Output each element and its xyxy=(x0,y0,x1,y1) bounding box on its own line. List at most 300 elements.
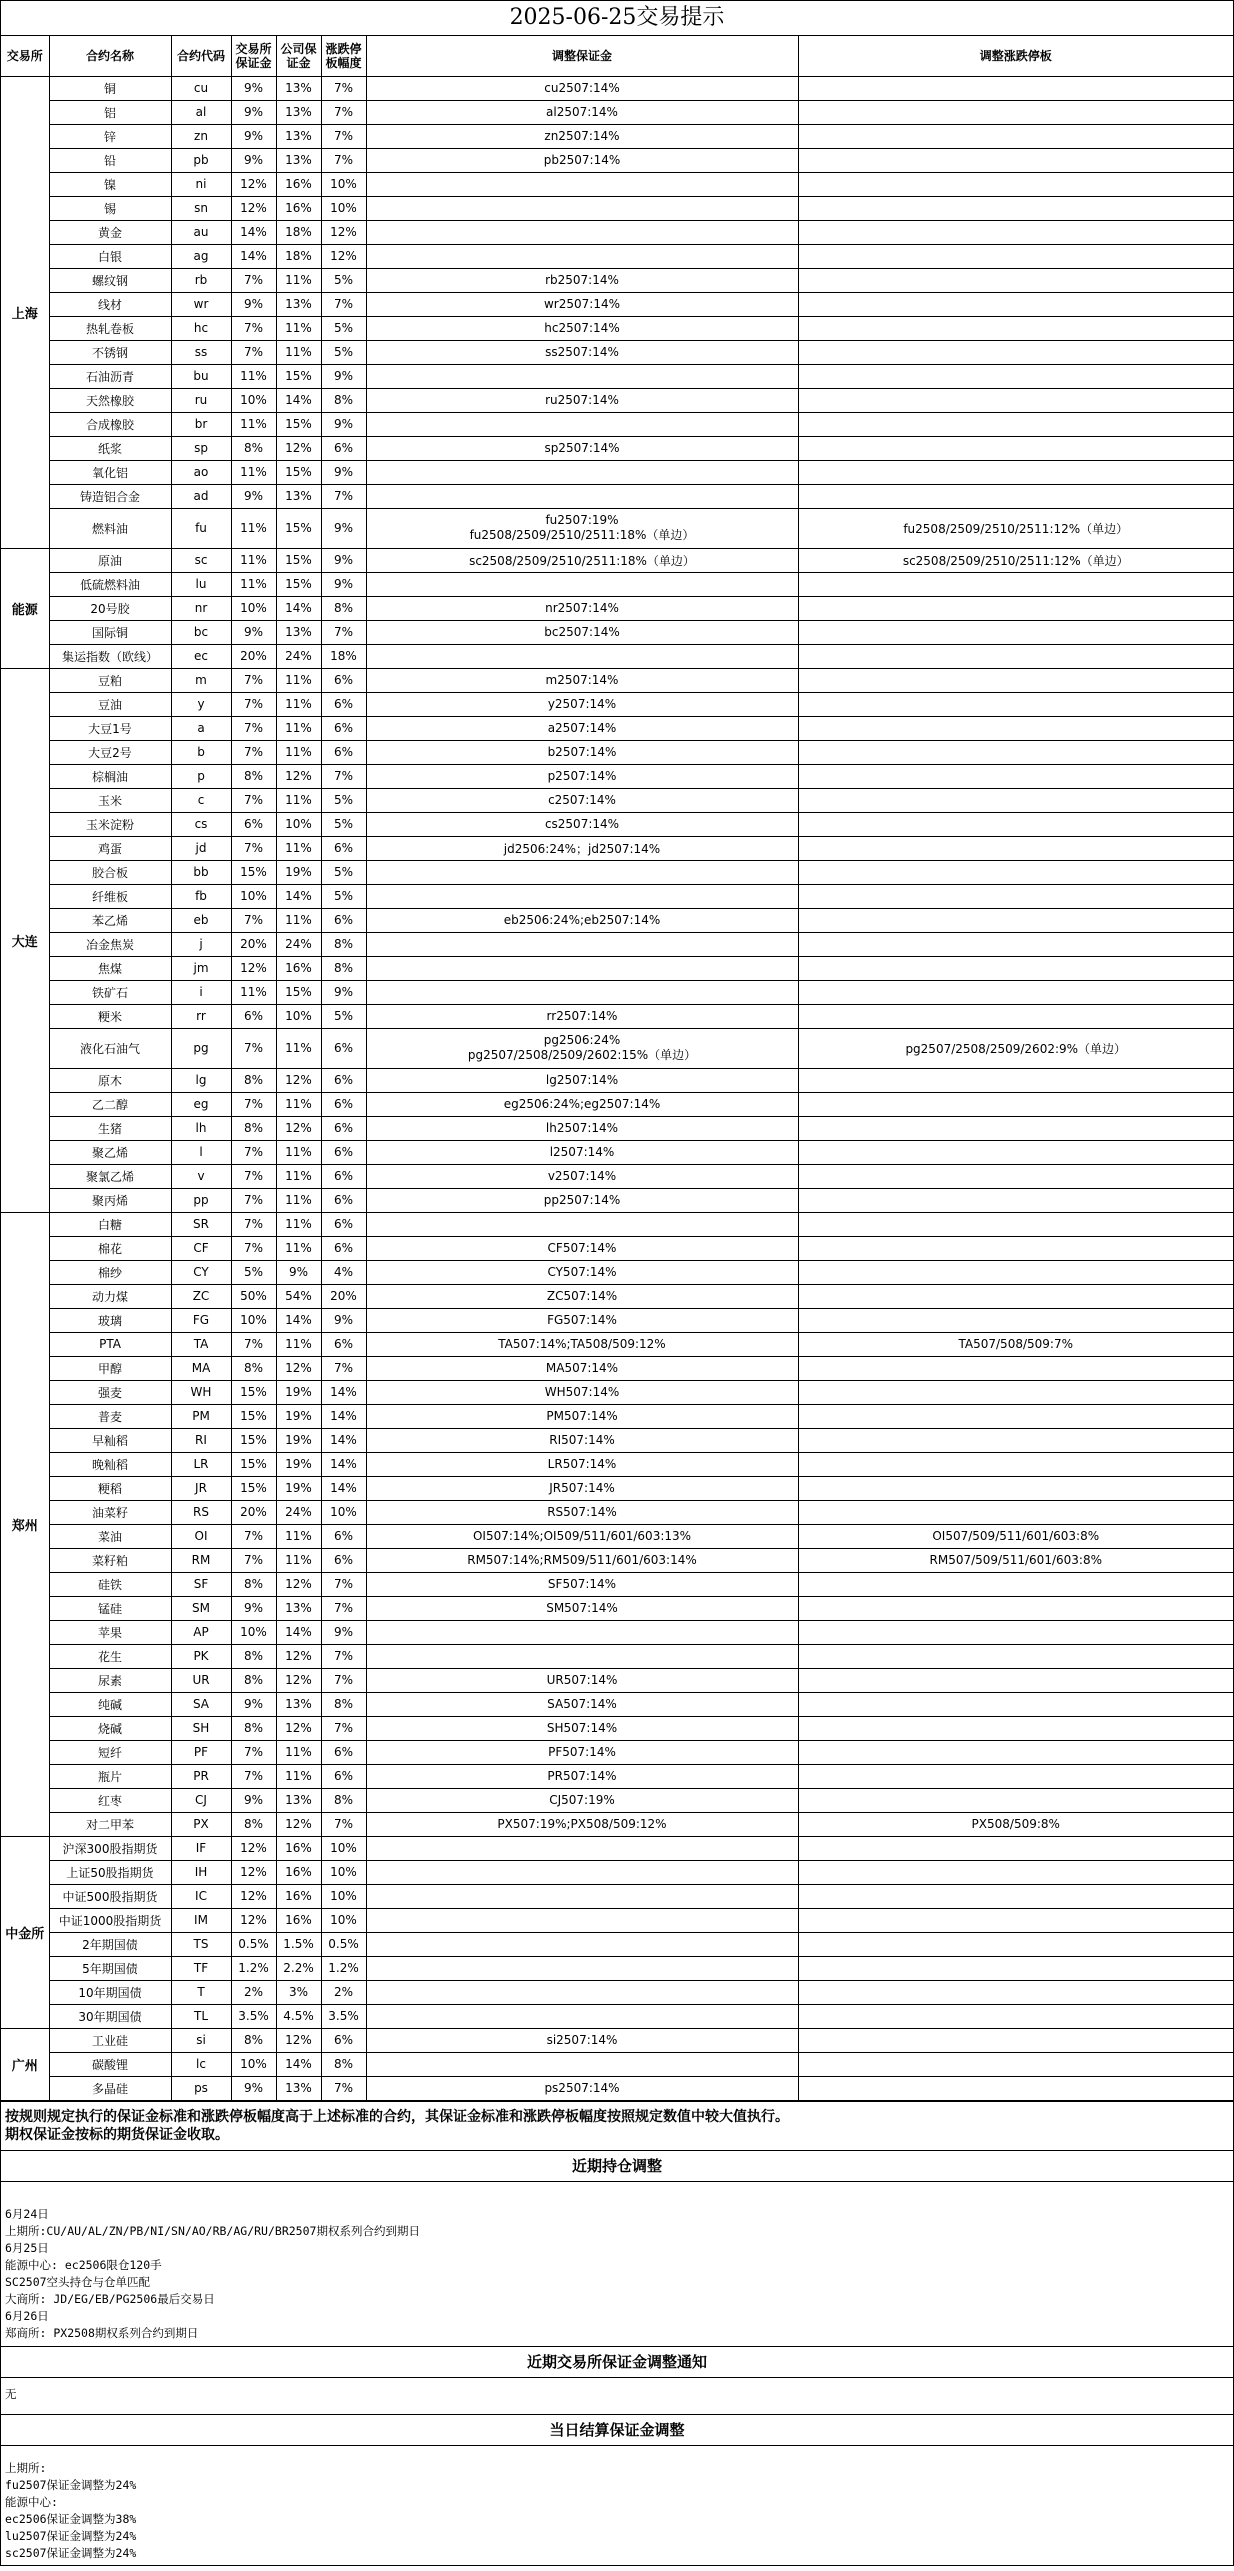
contract-name-cell: 生猪 xyxy=(49,1116,171,1140)
contract-code-cell: PX xyxy=(171,1812,231,1836)
adjusted-limit-cell xyxy=(798,1068,1233,1092)
adjusted-limit-cell xyxy=(798,1908,1233,1932)
adjusted-limit-cell xyxy=(798,1884,1233,1908)
price-limit-cell: 9% xyxy=(321,1620,366,1644)
price-limit-cell: 6% xyxy=(321,1164,366,1188)
contract-name-cell: 30年期国债 xyxy=(49,2004,171,2028)
contract-code-cell: ao xyxy=(171,460,231,484)
contract-name-cell: 早籼稻 xyxy=(49,1428,171,1452)
contract-name-cell: 沪深300股指期货 xyxy=(49,1836,171,1860)
contract-name-cell: 红枣 xyxy=(49,1788,171,1812)
table-row xyxy=(1,1908,1233,1932)
table-row xyxy=(1,1668,1233,1692)
contract-code-cell: CJ xyxy=(171,1788,231,1812)
company-margin-cell: 11% xyxy=(276,1188,321,1212)
table-row xyxy=(1,2004,1233,2028)
contract-code-cell: sp xyxy=(171,436,231,460)
contract-name-cell: 纯碱 xyxy=(49,1692,171,1716)
company-margin-cell: 13% xyxy=(276,100,321,124)
table-row xyxy=(1,2028,1233,2052)
company-margin-cell: 14% xyxy=(276,1620,321,1644)
position-note-line: 6月25日 xyxy=(5,2240,49,2255)
company-margin-cell: 12% xyxy=(276,436,321,460)
table-row xyxy=(1,220,1233,244)
position-note-line: 上期所:CU/AU/AL/ZN/PB/NI/SN/AO/RB/AG/RU/BR2507期权系列合约到期日 xyxy=(5,2223,420,2238)
table-row xyxy=(1,292,1233,316)
exchange-margin-cell: 9% xyxy=(231,2076,276,2100)
price-limit-cell: 6% xyxy=(321,2028,366,2052)
exchange-margin-cell: 10% xyxy=(231,2052,276,2076)
price-limit-cell: 6% xyxy=(321,1524,366,1548)
adjusted-limit-cell xyxy=(798,1644,1233,1668)
company-margin-cell: 14% xyxy=(276,388,321,412)
adjusted-margin-cell xyxy=(366,1980,798,2004)
exchange-margin-cell: 7% xyxy=(231,836,276,860)
table-row xyxy=(1,764,1233,788)
contract-name-cell: 中证500股指期货 xyxy=(49,1884,171,1908)
exchange-margin-cell: 7% xyxy=(231,1188,276,1212)
col-header-co-margin: 公司保证金 xyxy=(276,36,321,76)
adjusted-limit-cell xyxy=(798,812,1233,836)
adjusted-margin-cell xyxy=(366,1860,798,1884)
contract-name-cell: 白银 xyxy=(49,244,171,268)
position-note-line: 郑商所: PX2508期权系列合约到期日 xyxy=(5,2325,199,2340)
adjusted-margin-cell: RI507:14% xyxy=(366,1428,798,1452)
adjusted-margin-cell: FG507:14% xyxy=(366,1308,798,1332)
contract-name-cell: 碳酸锂 xyxy=(49,2052,171,2076)
contract-code-cell: ps xyxy=(171,2076,231,2100)
contract-code-cell: rb xyxy=(171,268,231,292)
price-limit-cell: 3.5% xyxy=(321,2004,366,2028)
adjusted-margin-cell xyxy=(366,644,798,668)
company-margin-cell: 12% xyxy=(276,1812,321,1836)
adjusted-margin-cell: zn2507:14% xyxy=(366,124,798,148)
contract-name-cell: 不锈钢 xyxy=(49,340,171,364)
exchange-margin-cell: 7% xyxy=(231,740,276,764)
contract-name-cell: 上证50股指期货 xyxy=(49,1860,171,1884)
adjusted-limit-cell: sc2508/2509/2510/2511:12%（单边） xyxy=(798,548,1233,572)
exchange-margin-cell: 11% xyxy=(231,460,276,484)
company-margin-cell: 13% xyxy=(276,292,321,316)
company-margin-cell: 11% xyxy=(276,1332,321,1356)
price-limit-cell: 2% xyxy=(321,1980,366,2004)
contract-name-cell: 20号胶 xyxy=(49,596,171,620)
adjusted-margin-cell: CF507:14% xyxy=(366,1236,798,1260)
table-row xyxy=(1,740,1233,764)
adjusted-limit-cell xyxy=(798,1740,1233,1764)
adjusted-margin-cell: p2507:14% xyxy=(366,764,798,788)
table-row xyxy=(1,1284,1233,1308)
price-limit-cell: 12% xyxy=(321,244,366,268)
company-margin-cell: 11% xyxy=(276,1140,321,1164)
company-margin-cell: 16% xyxy=(276,196,321,220)
contract-code-cell: ni xyxy=(171,172,231,196)
price-limit-cell: 8% xyxy=(321,388,366,412)
adjusted-margin-cell xyxy=(366,980,798,1004)
contract-name-cell: 合成橡胶 xyxy=(49,412,171,436)
exchange-margin-cell: 1.2% xyxy=(231,1956,276,1980)
position-adjust-body xyxy=(1,2182,1233,2346)
contract-name-cell: 花生 xyxy=(49,1644,171,1668)
price-limit-cell: 7% xyxy=(321,1644,366,1668)
company-margin-cell: 19% xyxy=(276,860,321,884)
exchange-margin-cell: 7% xyxy=(231,1524,276,1548)
contract-code-cell: y xyxy=(171,692,231,716)
exchange-margin-cell: 8% xyxy=(231,1068,276,1092)
table-row xyxy=(1,148,1233,172)
adjusted-margin-cell: SM507:14% xyxy=(366,1596,798,1620)
company-margin-cell: 16% xyxy=(276,1860,321,1884)
price-limit-cell: 7% xyxy=(321,764,366,788)
company-margin-cell: 14% xyxy=(276,596,321,620)
adjusted-margin-cell: eb2506:24%;eb2507:14% xyxy=(366,908,798,932)
company-margin-cell: 12% xyxy=(276,1668,321,1692)
adjusted-limit-cell xyxy=(798,1380,1233,1404)
adjusted-margin-cell xyxy=(366,460,798,484)
contract-name-cell: 锡 xyxy=(49,196,171,220)
company-margin-cell: 14% xyxy=(276,884,321,908)
contract-code-cell: TF xyxy=(171,1956,231,1980)
contract-code-cell: m xyxy=(171,668,231,692)
exchange-margin-cell: 7% xyxy=(231,692,276,716)
table-row xyxy=(1,1524,1233,1548)
adjusted-limit-cell xyxy=(798,364,1233,388)
adjusted-margin-cell: SF507:14% xyxy=(366,1572,798,1596)
adjusted-limit-cell xyxy=(798,620,1233,644)
company-margin-cell: 11% xyxy=(276,668,321,692)
price-limit-cell: 6% xyxy=(321,740,366,764)
rule-line: 按规则规定执行的保证金标准和涨跌停板幅度高于上述标准的合约，其保证金标准和涨跌停板幅度按照规定数值中较大值执行。 xyxy=(5,2108,789,2125)
adjusted-limit-cell: OI507/509/511/601/603:8% xyxy=(798,1524,1233,1548)
company-margin-cell: 11% xyxy=(276,1028,321,1068)
contract-name-cell: PTA xyxy=(49,1332,171,1356)
price-limit-cell: 5% xyxy=(321,268,366,292)
exchange-margin-cell: 8% xyxy=(231,1572,276,1596)
adjusted-margin-cell xyxy=(366,2004,798,2028)
company-margin-cell: 13% xyxy=(276,484,321,508)
adjusted-limit-cell xyxy=(798,932,1233,956)
adjusted-margin-cell: sc2508/2509/2510/2511:18%（单边） xyxy=(366,548,798,572)
exchange-margin-cell: 8% xyxy=(231,1644,276,1668)
company-margin-cell: 11% xyxy=(276,340,321,364)
adjusted-limit-cell xyxy=(798,1500,1233,1524)
table-row xyxy=(1,100,1233,124)
company-margin-cell: 13% xyxy=(276,620,321,644)
rules-note xyxy=(1,2101,1233,2146)
price-limit-cell: 7% xyxy=(321,100,366,124)
adjusted-margin-cell: y2507:14% xyxy=(366,692,798,716)
contract-code-cell: FG xyxy=(171,1308,231,1332)
contract-name-cell: 棉纱 xyxy=(49,1260,171,1284)
contract-name-cell: 大豆1号 xyxy=(49,716,171,740)
exchange-margin-cell: 11% xyxy=(231,572,276,596)
company-margin-cell: 11% xyxy=(276,1764,321,1788)
exchange-margin-cell: 8% xyxy=(231,1356,276,1380)
table-row xyxy=(1,1956,1233,1980)
contract-code-cell: ad xyxy=(171,484,231,508)
contract-code-cell: jm xyxy=(171,956,231,980)
price-limit-cell: 5% xyxy=(321,316,366,340)
contract-code-cell: l xyxy=(171,1140,231,1164)
margin-table xyxy=(1,36,1233,2101)
price-limit-cell: 14% xyxy=(321,1428,366,1452)
contract-name-cell: 玉米 xyxy=(49,788,171,812)
exchange-margin-cell: 15% xyxy=(231,1404,276,1428)
exchange-margin-cell: 3.5% xyxy=(231,2004,276,2028)
adjusted-margin-cell: bc2507:14% xyxy=(366,620,798,644)
position-adjust-heading: 近期持仓调整 xyxy=(1,2150,1233,2182)
table-row xyxy=(1,1740,1233,1764)
exchange-margin-cell: 8% xyxy=(231,1812,276,1836)
price-limit-cell: 18% xyxy=(321,644,366,668)
contract-name-cell: 10年期国债 xyxy=(49,1980,171,2004)
contract-name-cell: 国际铜 xyxy=(49,620,171,644)
contract-code-cell: IH xyxy=(171,1860,231,1884)
price-limit-cell: 10% xyxy=(321,196,366,220)
adjusted-limit-cell xyxy=(798,1572,1233,1596)
price-limit-cell: 6% xyxy=(321,1116,366,1140)
exchange-margin-cell: 20% xyxy=(231,932,276,956)
adjusted-margin-cell xyxy=(366,1212,798,1236)
settlement-note-line: 上期所: xyxy=(5,2460,47,2475)
adjusted-limit-cell xyxy=(798,788,1233,812)
exchange-margin-cell: 12% xyxy=(231,172,276,196)
contract-code-cell: SH xyxy=(171,1716,231,1740)
adjusted-margin-cell: al2507:14% xyxy=(366,100,798,124)
contract-name-cell: 白糖 xyxy=(49,1212,171,1236)
contract-name-cell: 豆油 xyxy=(49,692,171,716)
contract-name-cell: 玉米淀粉 xyxy=(49,812,171,836)
contract-name-cell: 天然橡胶 xyxy=(49,388,171,412)
price-limit-cell: 9% xyxy=(321,548,366,572)
table-row xyxy=(1,596,1233,620)
price-limit-cell: 7% xyxy=(321,1668,366,1692)
contract-name-cell: 强麦 xyxy=(49,1380,171,1404)
price-limit-cell: 8% xyxy=(321,1692,366,1716)
exchange-margin-cell: 20% xyxy=(231,1500,276,1524)
contract-code-cell: bc xyxy=(171,620,231,644)
adjusted-margin-line: pg2506:24% xyxy=(543,1033,621,1047)
contract-name-cell: 工业硅 xyxy=(49,2028,171,2052)
price-limit-cell: 10% xyxy=(321,1884,366,1908)
table-row xyxy=(1,508,1233,548)
adjusted-margin-cell: cu2507:14% xyxy=(366,76,798,100)
adjusted-margin-cell: UR507:14% xyxy=(366,1668,798,1692)
contract-name-cell: 铁矿石 xyxy=(49,980,171,1004)
company-margin-cell: 24% xyxy=(276,1500,321,1524)
settlement-note-line: ec2506保证金调整为38% xyxy=(5,2511,137,2526)
adjusted-margin-cell: ZC507:14% xyxy=(366,1284,798,1308)
table-row xyxy=(1,196,1233,220)
table-row xyxy=(1,268,1233,292)
contract-name-cell: 普麦 xyxy=(49,1404,171,1428)
exchange-margin-cell: 14% xyxy=(231,220,276,244)
contract-name-cell: 动力煤 xyxy=(49,1284,171,1308)
contract-name-cell: 瓶片 xyxy=(49,1764,171,1788)
adjusted-limit-cell xyxy=(798,220,1233,244)
adjusted-margin-cell: pp2507:14% xyxy=(366,1188,798,1212)
adjusted-margin-cell: SA507:14% xyxy=(366,1692,798,1716)
price-limit-cell: 14% xyxy=(321,1476,366,1500)
adjusted-limit-cell xyxy=(798,148,1233,172)
adjusted-limit-cell xyxy=(798,1260,1233,1284)
contract-name-cell: 5年期国债 xyxy=(49,1956,171,1980)
exchange-margin-cell: 9% xyxy=(231,148,276,172)
company-margin-cell: 14% xyxy=(276,1308,321,1332)
exchange-margin-cell: 8% xyxy=(231,436,276,460)
price-limit-cell: 10% xyxy=(321,1500,366,1524)
contract-name-cell: 乙二醇 xyxy=(49,1092,171,1116)
adjusted-limit-cell xyxy=(798,956,1233,980)
table-row xyxy=(1,1404,1233,1428)
table-row xyxy=(1,812,1233,836)
exchange-margin-cell: 12% xyxy=(231,196,276,220)
contract-code-cell: SA xyxy=(171,1692,231,1716)
exchange-cell: 郑州 xyxy=(1,1212,49,1836)
company-margin-cell: 10% xyxy=(276,1004,321,1028)
price-limit-cell: 7% xyxy=(321,292,366,316)
company-margin-cell: 12% xyxy=(276,1644,321,1668)
adjusted-limit-cell xyxy=(798,1284,1233,1308)
exchange-margin-cell: 7% xyxy=(231,1548,276,1572)
company-margin-cell: 12% xyxy=(276,764,321,788)
table-row xyxy=(1,1692,1233,1716)
price-limit-cell: 6% xyxy=(321,1212,366,1236)
table-row xyxy=(1,716,1233,740)
price-limit-cell: 14% xyxy=(321,1380,366,1404)
contract-code-cell: v xyxy=(171,1164,231,1188)
notice-line: 无 xyxy=(5,2386,17,2401)
company-margin-cell: 15% xyxy=(276,980,321,1004)
exchange-margin-cell: 0.5% xyxy=(231,1932,276,1956)
company-margin-cell: 11% xyxy=(276,908,321,932)
exchange-margin-cell: 20% xyxy=(231,644,276,668)
company-margin-cell: 11% xyxy=(276,1212,321,1236)
exchange-margin-cell: 10% xyxy=(231,1308,276,1332)
exchange-margin-cell: 7% xyxy=(231,1764,276,1788)
table-row xyxy=(1,412,1233,436)
contract-name-cell: 锌 xyxy=(49,124,171,148)
exchange-margin-cell: 8% xyxy=(231,1668,276,1692)
adjusted-limit-cell xyxy=(798,1956,1233,1980)
adjusted-limit-cell xyxy=(798,1836,1233,1860)
contract-name-cell: 菜油 xyxy=(49,1524,171,1548)
position-note-line: 6月26日 xyxy=(5,2308,49,2323)
adjusted-limit-cell xyxy=(798,172,1233,196)
exchange-margin-cell: 7% xyxy=(231,316,276,340)
adjusted-margin-cell: RM507:14%;RM509/511/601/603:14% xyxy=(366,1548,798,1572)
contract-name-cell: 玻璃 xyxy=(49,1308,171,1332)
contract-code-cell: si xyxy=(171,2028,231,2052)
position-note-line: 能源中心: ec2506限仓120手 xyxy=(5,2257,162,2272)
price-limit-cell: 9% xyxy=(321,460,366,484)
adjusted-limit-cell xyxy=(798,460,1233,484)
contract-code-cell: jd xyxy=(171,836,231,860)
adjusted-limit-cell xyxy=(798,1692,1233,1716)
adjusted-margin-cell xyxy=(366,1908,798,1932)
settlement-note-line: lu2507保证金调整为24% xyxy=(5,2528,137,2543)
contract-name-cell: 中证1000股指期货 xyxy=(49,1908,171,1932)
adjusted-margin-cell: ps2507:14% xyxy=(366,2076,798,2100)
adjusted-limit-cell xyxy=(798,596,1233,620)
company-margin-cell: 11% xyxy=(276,316,321,340)
contract-code-cell: UR xyxy=(171,1668,231,1692)
company-margin-cell: 13% xyxy=(276,2076,321,2100)
table-row xyxy=(1,1788,1233,1812)
contract-name-cell: 铸造铝合金 xyxy=(49,484,171,508)
exchange-margin-cell: 8% xyxy=(231,1116,276,1140)
price-limit-cell: 8% xyxy=(321,2052,366,2076)
exchange-margin-cell: 9% xyxy=(231,620,276,644)
price-limit-cell: 7% xyxy=(321,1356,366,1380)
contract-code-cell: pp xyxy=(171,1188,231,1212)
adjusted-margin-cell xyxy=(366,1644,798,1668)
contract-code-cell: TS xyxy=(171,1932,231,1956)
adjusted-margin-cell: wr2507:14% xyxy=(366,292,798,316)
adjusted-limit-cell xyxy=(798,100,1233,124)
adjusted-limit-cell xyxy=(798,436,1233,460)
exchange-margin-cell: 7% xyxy=(231,1164,276,1188)
contract-name-cell: 鸡蛋 xyxy=(49,836,171,860)
company-margin-cell: 24% xyxy=(276,644,321,668)
company-margin-cell: 13% xyxy=(276,1788,321,1812)
contract-code-cell: MA xyxy=(171,1356,231,1380)
table-row xyxy=(1,388,1233,412)
col-header-adj-margin: 调整保证金 xyxy=(366,36,798,76)
adjusted-margin-cell xyxy=(366,196,798,220)
table-row xyxy=(1,316,1233,340)
company-margin-cell: 10% xyxy=(276,812,321,836)
exchange-margin-cell: 7% xyxy=(231,1092,276,1116)
adjusted-margin-cell: PM507:14% xyxy=(366,1404,798,1428)
adjusted-limit-cell xyxy=(798,1308,1233,1332)
adjusted-limit-cell xyxy=(798,836,1233,860)
price-limit-cell: 6% xyxy=(321,836,366,860)
header-row xyxy=(1,36,1233,76)
company-margin-cell: 11% xyxy=(276,1164,321,1188)
position-note-line: 大商所: JD/EG/EB/PG2506最后交易日 xyxy=(5,2291,215,2306)
adjusted-limit-cell xyxy=(798,980,1233,1004)
adjusted-limit-cell xyxy=(798,196,1233,220)
col-header-code: 合约代码 xyxy=(171,36,231,76)
adjusted-margin-cell xyxy=(366,2052,798,2076)
adjusted-limit-cell xyxy=(798,244,1233,268)
table-row xyxy=(1,1260,1233,1284)
adjusted-margin-line: pg2507/2508/2509/2602:15%（单边） xyxy=(467,1048,697,1062)
contract-name-cell: 菜籽粕 xyxy=(49,1548,171,1572)
exchange-margin-cell: 9% xyxy=(231,1596,276,1620)
col-header-exchange: 交易所 xyxy=(1,36,49,76)
contract-code-cell: PM xyxy=(171,1404,231,1428)
contract-code-cell: sn xyxy=(171,196,231,220)
contract-code-cell: fb xyxy=(171,884,231,908)
table-row xyxy=(1,244,1233,268)
adjusted-margin-cell: LR507:14% xyxy=(366,1452,798,1476)
adjusted-limit-cell xyxy=(798,1932,1233,1956)
contract-code-cell: b xyxy=(171,740,231,764)
adjusted-margin-cell xyxy=(366,484,798,508)
company-margin-cell: 12% xyxy=(276,1068,321,1092)
table-row xyxy=(1,1812,1233,1836)
price-limit-cell: 20% xyxy=(321,1284,366,1308)
adjusted-margin-cell: ru2507:14% xyxy=(366,388,798,412)
contract-code-cell: IM xyxy=(171,1908,231,1932)
contract-name-cell: 烧碱 xyxy=(49,1716,171,1740)
table-row xyxy=(1,124,1233,148)
company-margin-cell: 15% xyxy=(276,460,321,484)
exchange-margin-cell: 8% xyxy=(231,1716,276,1740)
settlement-margin-heading: 当日结算保证金调整 xyxy=(1,2414,1233,2446)
